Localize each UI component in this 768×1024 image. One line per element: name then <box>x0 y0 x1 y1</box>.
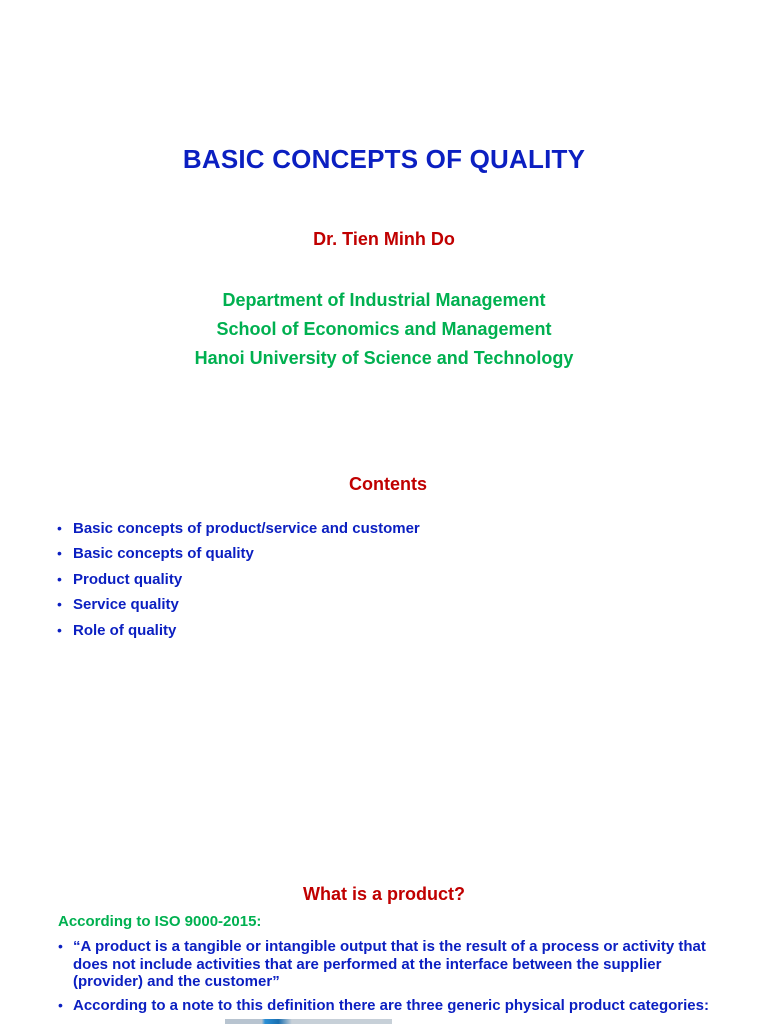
product-heading: What is a product? <box>303 884 465 904</box>
definition-text: “A product is a tangible or intangible output that is the result of a process or activity that does not include activities that are performed at the interface between the supplier (provider) and the customer” <box>73 938 706 990</box>
definition-list <box>58 938 718 1020</box>
list-item <box>57 592 420 617</box>
bullet-icon: • <box>58 996 63 1013</box>
presentation-title: BASIC CONCEPTS OF QUALITY <box>182 144 586 174</box>
list-item-text: Product quality <box>73 570 183 588</box>
list-item <box>57 541 420 566</box>
list-item <box>57 567 420 592</box>
list-item <box>58 997 718 1015</box>
product-category-image <box>225 1019 392 1024</box>
affiliation-block <box>0 286 768 373</box>
bullet-icon: • <box>57 545 62 562</box>
list-item <box>57 516 420 541</box>
affiliation-department: Department of Industrial Management <box>222 290 546 310</box>
iso-source-line: According to ISO 9000-2015: <box>58 913 262 930</box>
bullet-icon: • <box>57 570 62 587</box>
list-item-text: Service quality <box>73 596 179 614</box>
affiliation-school: School of Economics and Management <box>216 319 552 339</box>
list-item <box>57 618 420 643</box>
title-slide <box>0 0 768 440</box>
note-text: According to a note to this definition there are three generic physical product categories: <box>73 996 709 1014</box>
bullet-icon: • <box>57 520 62 536</box>
bullet-icon: • <box>57 621 62 638</box>
contents-list <box>57 516 420 643</box>
author-name: Dr. Tien Minh Do <box>313 229 455 249</box>
list-item-text: Basic concepts of product/service and customer <box>73 520 420 537</box>
contents-heading: Contents <box>349 474 427 494</box>
list-item-text: Basic concepts of quality <box>73 545 254 563</box>
affiliation-university: Hanoi University of Science and Technology <box>194 348 574 368</box>
bullet-icon: • <box>58 938 63 954</box>
list-item-text: Role of quality <box>73 621 177 639</box>
bullet-icon: • <box>57 596 62 613</box>
list-item <box>58 938 718 991</box>
